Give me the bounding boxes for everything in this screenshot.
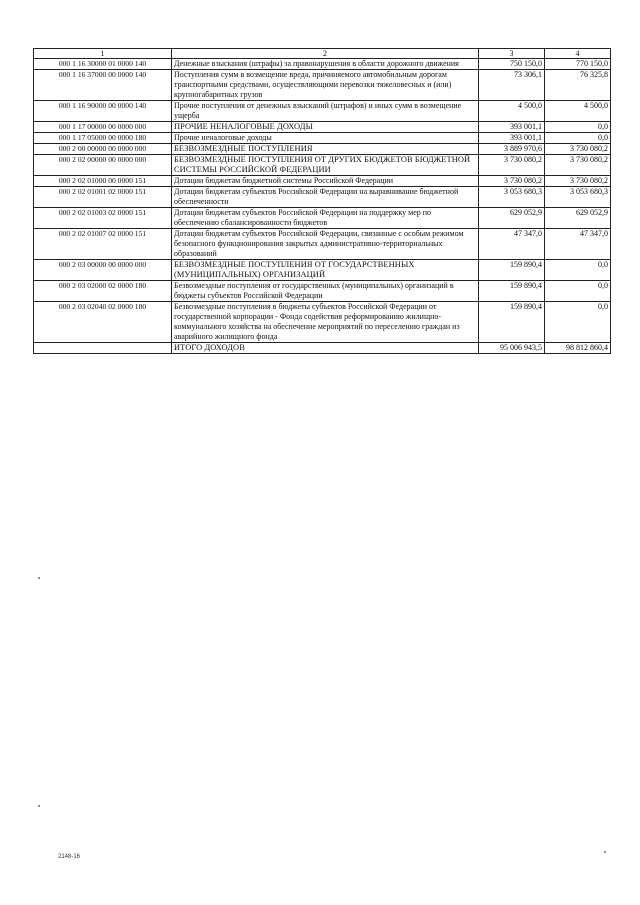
amount-column-3: 3 730 080,2 [479,176,545,187]
document-footer-code: 2148-16 [58,854,81,860]
budget-classification-code: 000 2 03 02000 02 0000 180 [34,281,172,302]
table-row [34,144,611,155]
column-number: 1 [34,49,172,59]
budget-classification-code: 000 2 02 01003 02 0000 151 [34,208,172,229]
revenue-name: Прочие поступления от денежных взысканий (штрафов) и иных сумм в возмещение ущерба [172,101,479,122]
column-number: 2 [172,49,479,59]
revenue-name: Прочие неналоговые доходы [172,133,479,144]
revenue-name: Поступления сумм в возмещение вреда, причиняемого автомобильным дорогам транспортными средствами, осуществляющими перевозки тяжеловесных и (или) крупногабаритных грузов [172,70,479,101]
amount-column-4: 0,0 [545,302,611,343]
table-row [34,101,611,122]
amount-column-4: 47 347,0 [545,229,611,260]
amount-column-3: 159 890,4 [479,281,545,302]
budget-classification-code: 000 1 17 05000 00 0000 180 [34,133,172,144]
amount-column-4: 0,0 [545,260,611,281]
amount-column-3: 73 306,1 [479,70,545,101]
table-row [34,59,611,70]
column-number-row [34,49,611,59]
budget-classification-code: 000 1 17 00000 00 0000 000 [34,122,172,133]
amount-column-4: 0,0 [545,122,611,133]
budget-classification-code: 000 2 00 00000 00 0000 000 [34,144,172,155]
budget-classification-code: 000 2 03 00000 00 0000 000 [34,260,172,281]
amount-column-3: 47 347,0 [479,229,545,260]
revenue-name: БЕЗВОЗМЕЗДНЫЕ ПОСТУПЛЕНИЯ [172,144,479,155]
amount-column-3: 3 053 680,3 [479,187,545,208]
table-row [34,229,611,260]
amount-column-3: 159 890,4 [479,260,545,281]
revenue-name: ПРОЧИЕ НЕНАЛОГОВЫЕ ДОХОДЫ [172,122,479,133]
table-row [34,208,611,229]
amount-column-3: 159 890,4 [479,302,545,343]
table-row [34,281,611,302]
table-row [34,155,611,176]
amount-column-3: 393 001,1 [479,122,545,133]
revenue-name: Дотации бюджетам бюджетной системы Российской Федерации [172,176,479,187]
budget-classification-code: 000 2 02 00000 00 0000 000 [34,155,172,176]
table-row [34,133,611,144]
table-row [34,260,611,281]
amount-column-4: 76 325,8 [545,70,611,101]
amount-column-4: 4 500,0 [545,101,611,122]
amount-column-3: 4 500,0 [479,101,545,122]
amount-column-4: 629 052,9 [545,208,611,229]
revenue-table [33,48,611,354]
amount-column-3: 393 001,1 [479,133,545,144]
scan-speck [38,577,40,579]
revenue-name: Безвозмездные поступления в бюджеты субъектов Российской Федерации от государственной корпорации - Фонда содействия реформированию жилищно-коммунального хозяйства на обеспечение мероприятий по переселению граждан из аварийного жилищного фонда [172,302,479,343]
table-row [34,176,611,187]
amount-column-3: 3 889 970,6 [479,144,545,155]
revenue-name: Дотации бюджетам субъектов Российской Федерации, связанные с особым режимом безопасного функционирования закрытых административно-территориальных образований [172,229,479,260]
budget-classification-code: 000 2 03 02040 02 0000 180 [34,302,172,343]
amount-column-4: 3 730 080,2 [545,144,611,155]
amount-column-4: 3 053 680,3 [545,187,611,208]
budget-classification-code: 000 2 02 01000 00 0000 151 [34,176,172,187]
budget-classification-code: 000 2 02 01007 02 0000 151 [34,229,172,260]
revenue-name: Дотации бюджетам субъектов Российской Федерации на поддержку мер по обеспечению сбалансированности бюджетов [172,208,479,229]
revenue-name: Безвозмездные поступления от государственных (муниципальных) организаций в бюджеты субъектов Российской Федерации [172,281,479,302]
amount-column-3: 750 150,0 [479,59,545,70]
amount-column-4: 0,0 [545,281,611,302]
amount-column-3: 629 052,9 [479,208,545,229]
amount-column-4: 770 150,0 [545,59,611,70]
budget-classification-code: 000 1 16 37000 00 0000 140 [34,70,172,101]
revenue-name: БЕЗВОЗМЕЗДНЫЕ ПОСТУПЛЕНИЯ ОТ ГОСУДАРСТВЕННЫХ (МУНИЦИПАЛЬНЫХ) ОРГАНИЗАЦИЙ [172,260,479,281]
amount-column-4: 3 730 080,2 [545,155,611,176]
revenue-name: ИТОГО ДОХОДОВ [172,343,479,354]
revenue-name: Денежные взыскания (штрафы) за правонарушения в области дорожного движения [172,59,479,70]
scan-speck [604,851,606,853]
column-number: 3 [479,49,545,59]
table-row [34,187,611,208]
budget-classification-code: 000 1 16 90000 00 0000 140 [34,101,172,122]
table-row [34,70,611,101]
amount-column-4: 3 730 080,2 [545,176,611,187]
amount-column-4: 0,0 [545,133,611,144]
table-row [34,122,611,133]
scan-speck [38,805,40,807]
budget-classification-code: 000 2 02 01001 02 0000 151 [34,187,172,208]
column-number: 4 [545,49,611,59]
table-row [34,302,611,343]
revenue-name: Дотации бюджетам субъектов Российской Федерации на выравнивание бюджетной обеспеченности [172,187,479,208]
budget-classification-code [34,343,172,354]
table-row [34,343,611,354]
revenue-name: БЕЗВОЗМЕЗДНЫЕ ПОСТУПЛЕНИЯ ОТ ДРУГИХ БЮДЖЕТОВ БЮДЖЕТНОЙ СИСТЕМЫ РОССИЙСКОЙ ФЕДЕРАЦИИ [172,155,479,176]
amount-column-3: 95 006 943,5 [479,343,545,354]
budget-classification-code: 000 1 16 30000 01 0000 140 [34,59,172,70]
amount-column-3: 3 730 080,2 [479,155,545,176]
amount-column-4: 98 812 860,4 [545,343,611,354]
